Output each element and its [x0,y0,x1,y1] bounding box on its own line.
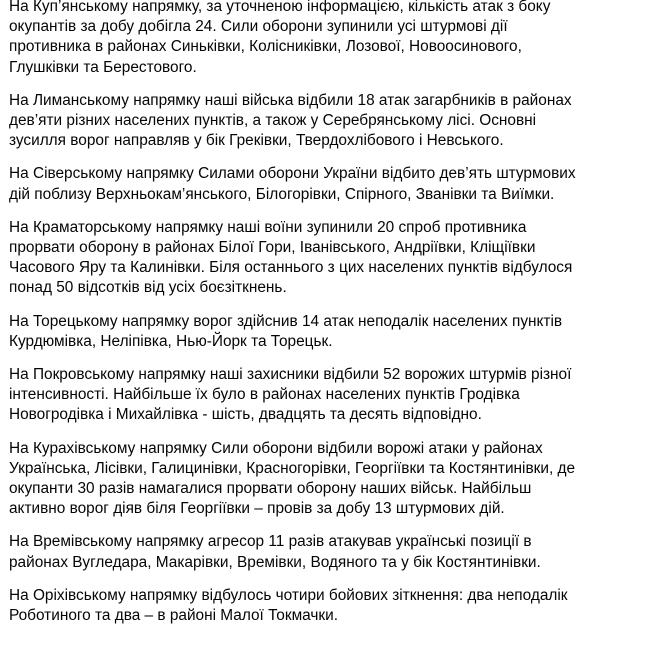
paragraph-kupiansk: На Куп’янському напрямку, за уточненою інформацією, кількість атак з боку окупантів за добу добігла 24. Сили оборони зупинили усі штурмові дії противника в районах Синьківки, Колісниківки, Лозової, Новоосинового, Глушківки та Берестового. [9,0,551,76]
paragraph-orikhiv: На Оріхівському напрямку відбулось чотири бойових зіткнення: два неподалік Роботиного та два – в районі Малої Токмачки. [9,586,568,625]
paragraph-siversk: На Сіверському напрямку Силами оборони України відбито дев’ять штурмових дій поблизу Верхньокам’янського, Білогорівки, Спірного, Званівки та Виїмки. [9,165,576,203]
paragraph-kramatorsk: На Краматорському напрямку наші воїни зупинили 20 спроб противника прорвати оборону в районах Білої Гори, Іванівського, Андріївки, Кліщіївки Часового Яру та Калинівки. Біля останнього з цих населених пунктів відбулося понад 50 відсотків від усіх боєзіткнень. [9,218,573,297]
post-text [9,0,649,639]
paragraph-vremivka: На Времівському напрямку агресор 11 разів атакував українські позиції в районах Вугледара, Макарівки, Времівки, Водяного та у бік Костянтинівки. [9,533,541,571]
paragraph-lyman: На Лиманському напрямку наші війська відбили 18 атак загарбників в районах дев’яти різних населених пунктів, а також у Серебрянському лісі. Основні зусилля ворог направляв у бік Греківки, Твердохлібового і Невського. [9,91,572,150]
paragraph-toretsk: На Торецькому напрямку ворог здійснив 14 атак неподалік населених пунктів Курдюмівка, Неліпівка, Нью-Йорк та Торецьк. [9,312,563,350]
paragraph-kurakhove: На Курахівському напрямку Сили оборони відбили ворожі атаки у районах Українська, Лісівки, Галицинівки, Красногорівки, Георгіївки та Костянтинівки, де окупанти 30 разів намагалися прорвати оборону наших військ. Найбільш активно ворог діяв біля Георгіївки – провів за добу 13 штурмових дій. [9,439,576,518]
paragraph-pokrovsk: На Покровському напрямку наші захисники відбили 52 ворожих штурмів різної інтенсивності. Найбільше їх було в районах населених пунктів Гродівка Новогродівка і Михайлівка - шість, двадцять та десять відповідно. [9,366,572,424]
